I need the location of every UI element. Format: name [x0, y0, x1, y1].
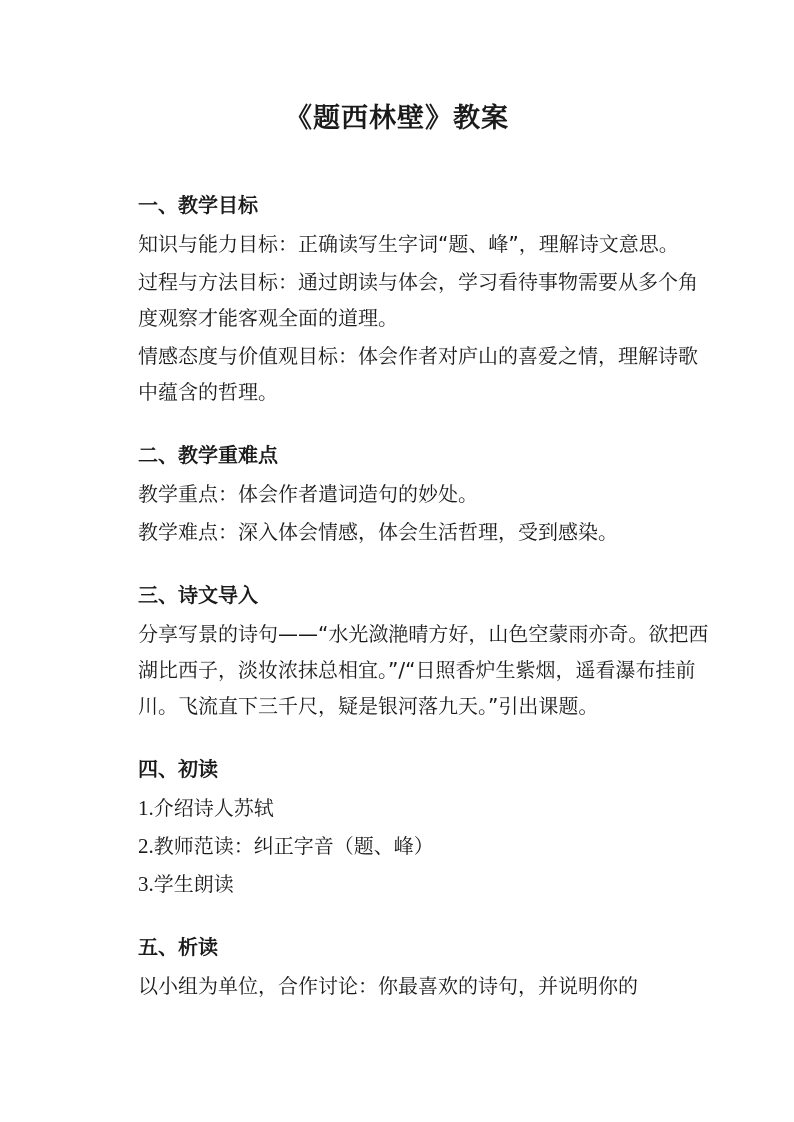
list-number: 1. [138, 796, 154, 820]
list-text: 介绍诗人苏轼 [153, 796, 274, 820]
section-heading: 五、析读 [138, 935, 218, 959]
document-body [138, 190, 710, 1006]
list-item [138, 828, 710, 864]
list-text: 教师范读：纠正字音（题、峰） [153, 834, 434, 858]
section-heading: 四、初读 [138, 757, 218, 781]
list-number: 3. [138, 872, 154, 896]
section-poem-introduction [138, 580, 710, 724]
paragraph: 教学难点：深入体会情感，体会生活哲理，受到感染。 [138, 520, 618, 544]
section-analytical-reading [138, 932, 710, 1004]
paragraph: 知识与能力目标：正确读写生字词“题、峰”，理解诗文意思。 [138, 232, 679, 256]
list-item [138, 866, 710, 902]
paragraph: 教学重点：体会作者遣词造句的妙处。 [138, 482, 478, 506]
section-teaching-goals [138, 190, 710, 410]
list-number: 2. [138, 834, 154, 858]
document-title: 《题西林壁》教案 [285, 103, 509, 134]
section-heading: 一、教学目标 [138, 193, 258, 217]
paragraph: 分享写景的诗句——“水光潋滟晴方好，山色空蒙雨亦奇。欲把西湖比西子，淡妆浓抹总相宜。”/“日照香炉生紫烟，遥看瀑布挂前川。飞流直下三千尺，疑是银河落九天。”引出课题。 [138, 622, 709, 718]
paragraph: 过程与方法目标：通过朗读与体会，学习看待事物需要从多个角度观察才能客观全面的道理。 [138, 270, 698, 330]
section-key-difficult-points [138, 440, 710, 550]
paragraph: 以小组为单位，合作讨论：你最喜欢的诗句，并说明你的 [138, 974, 638, 998]
paragraph: 情感态度与价值观目标：体会作者对庐山的喜爱之情，理解诗歌中蕴含的哲理。 [138, 344, 698, 404]
list-item [138, 790, 710, 826]
section-heading: 二、教学重难点 [138, 443, 278, 467]
section-heading: 三、诗文导入 [138, 583, 258, 607]
list-text: 学生朗读 [153, 872, 234, 896]
section-first-reading [138, 754, 710, 902]
